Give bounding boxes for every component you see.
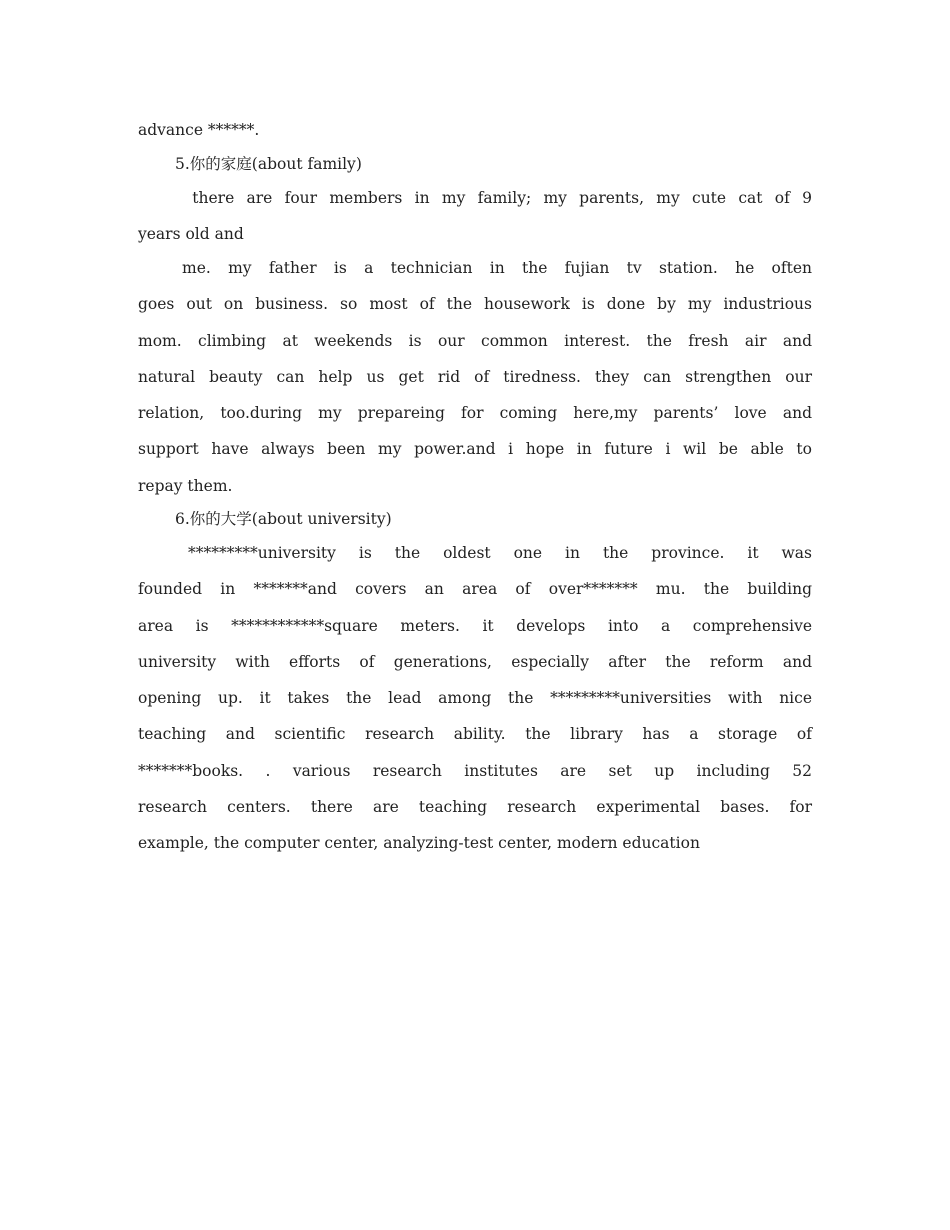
paragraph-line: *******books. . various research institutes are set up including 52 (138, 762, 812, 780)
paragraph-line: support have always been my power.and i hope in future i wil be able to (138, 440, 812, 458)
paragraph-line: *********university is the oldest one in the province. it was (188, 544, 812, 562)
paragraph-line: goes out on business. so most of the housework is done by my industrious (138, 295, 812, 313)
paragraph-line: years old and (138, 225, 244, 243)
paragraph-line: relation, too.during my prepareing for coming here,my parents’ love and (138, 404, 812, 422)
paragraph-line: mom. climbing at weekends is our common interest. the fresh air and (138, 332, 812, 350)
paragraph-line: university with efforts of generations, especially after the reform and (138, 653, 812, 671)
paragraph-line: me. my father is a technician in the fujian tv station. he often (182, 259, 812, 277)
paragraph-line: there are four members in my family; my parents, my cute cat of 9 (180, 189, 812, 207)
paragraph-line: area is ************square meters. it develops into a comprehensive (138, 617, 812, 635)
section-heading-university: 6.你的大学(about university) (175, 510, 392, 528)
paragraph-line: founded in *******and covers an area of over******* mu. the building (138, 580, 812, 598)
paragraph-line: research centers. there are teaching research experimental bases. for (138, 798, 812, 816)
paragraph-line: teaching and scientific research ability. the library has a storage of (138, 725, 812, 743)
paragraph-line: natural beauty can help us get rid of tiredness. they can strengthen our (138, 368, 812, 386)
paragraph-line: repay them. (138, 477, 233, 495)
section-heading-family: 5.你的家庭(about family) (175, 155, 362, 173)
paragraph-line: opening up. it takes the lead among the *********universities with nice (138, 689, 812, 707)
paragraph-line: advance ******. (138, 121, 260, 139)
paragraph-line: example, the computer center, analyzing-test center, modern education (138, 834, 700, 852)
